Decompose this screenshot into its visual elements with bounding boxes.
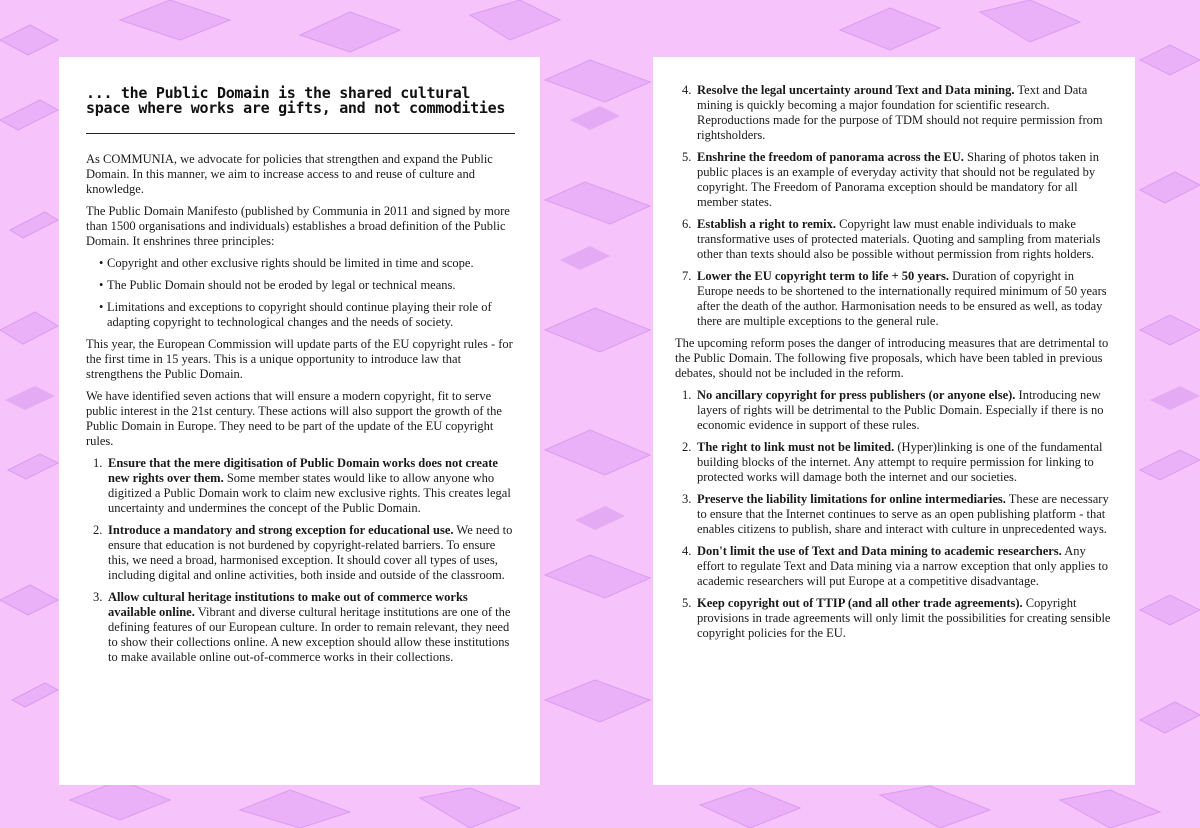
item-heading: Enshrine the freedom of panorama across the EU. (697, 150, 964, 164)
item-number: 2. (93, 523, 103, 537)
item-text: (Hyper)linking is one of the fundamental building blocks of the internet. Any attempt to require permission for linking to protected works will damage both the internet and our societies. (697, 440, 1103, 484)
item-heading: Allow cultural heritage institutions to make out of commerce works available online. (108, 590, 468, 619)
actions-intro-paragraph: We have identified seven actions that will ensure a modern copyright, fit to serve public interest in the 21st century. These actions will also support the growth of the Public Domain in Europe. They need to be part of the update of the EU copyright rules. (86, 389, 502, 448)
list-item (675, 492, 1111, 537)
item-heading: Don't limit the use of Text and Data mining to academic researchers. (697, 544, 1062, 558)
manifesto-paragraph: The Public Domain Manifesto (published by Communia in 2011 and signed by more than 1500 organisations and individuals) establishes a broad definition of the Public Domain. It enshrines three principles: (86, 204, 510, 248)
list-item (675, 83, 1111, 143)
item-text: Vibrant and diverse cultural heritage institutions are one of the defining features of our European culture. In order to remain relevant, they need to show their collections online. A new exception should allow these institutions to make available online out-of-commerce works in their collections. (108, 605, 511, 664)
item-heading: Ensure that the mere digitisation of Public Domain works does not create new rights over them. (108, 456, 498, 485)
list-item (675, 269, 1111, 329)
item-heading: No ancillary copyright for press publishers (or anyone else). (697, 388, 1016, 402)
item-text: Sharing of photos taken in public places is an example of everyday activity that should not be regulated by copyright. The Freedom of Panorama exception should be mandatory for all member states. (697, 150, 1099, 209)
item-text: Any effort to regulate Text and Data mining via a narrow exception that only applies to academic researchers will put Europe at a competitive disadvantage. (697, 544, 1109, 588)
item-text: Text and Data mining is quickly becoming a major foundation for scientific research. Reproductions made for the purpose of TDM should not require permission from rightsholders. (697, 83, 1103, 142)
item-heading: Lower the EU copyright term to life + 50 years. (697, 269, 949, 283)
item-heading: Establish a right to remix. (697, 217, 837, 231)
item-text: Duration of copyright in Europe needs to be shortened to the internationally required minimum of 50 years after the death of the author. Harmonisation needs to be ensured as well, as today there are multiple exceptions to the general rule. (697, 269, 1107, 328)
reform-paragraph: The upcoming reform poses the danger of introducing measures that are detrimental to the Public Domain. The following five proposals, which have been tabled in previous debates, should not be included in the reform. (675, 336, 1109, 380)
right-page (653, 57, 1135, 785)
item-text: Copyright law must enable individuals to make transformative uses of protected materials. Quoting and sampling from materials other than texts should also be possible without permission from rights holders. (697, 217, 1101, 261)
list-item (86, 523, 515, 583)
item-heading: Preserve the liability limitations for online intermediaries. (697, 492, 1006, 506)
list-item (675, 150, 1111, 210)
list-item (675, 544, 1111, 589)
item-number: 3. (682, 492, 692, 506)
item-text: We need to ensure that education is not burdened by copyright-related barriers. To ensure this, we need a broad, harmonised exception. It should cover all types of uses, including digital and online activities, both inside and outside of the classroom. (108, 523, 513, 582)
item-number: 5. (682, 596, 692, 610)
list-item (675, 217, 1111, 262)
list-item (675, 440, 1111, 485)
proposals-list (675, 388, 1111, 641)
item-number: 4. (682, 544, 692, 558)
item-number: 5. (682, 150, 692, 164)
principles-list (86, 256, 515, 330)
item-heading: Keep copyright out of TTIP (and all other trade agreements). (697, 596, 1023, 610)
commission-paragraph: This year, the European Commission will update parts of the EU copyright rules - for the first time in 15 years. This is a unique opportunity to introduce law that strengthens the Public Domain. (86, 337, 513, 381)
list-item (675, 596, 1111, 641)
actions-list-continued (675, 83, 1111, 329)
item-text: These are necessary to ensure that the Internet continues to serve as an open publishing platform - that enables citizens to publish, share and interact with culture in unprecedented ways. (697, 492, 1109, 536)
actions-list (86, 456, 515, 665)
list-item: • Copyright and other exclusive rights should be limited in time and scope. (99, 256, 515, 271)
list-item: • The Public Domain should not be eroded by legal or technical means. (99, 278, 515, 293)
item-heading: The right to link must not be limited. (697, 440, 895, 454)
item-number: 7. (682, 269, 692, 283)
item-number: 1. (682, 388, 692, 402)
page-title: ... the Public Domain is the shared cultural space where works are gifts, and not commodities (86, 84, 506, 117)
title-divider (86, 133, 515, 134)
list-item (675, 388, 1111, 433)
item-number: 3. (93, 590, 103, 604)
item-number: 6. (682, 217, 692, 231)
item-text: Introducing new layers of rights will be detrimental to the Public Domain. Especially if there is no economic evidence in support of these rules. (697, 388, 1104, 432)
item-number: 1. (93, 456, 103, 470)
list-item: • Limitations and exceptions to copyright should continue playing their role of adapting copyright to technological changes and the needs of society. (99, 300, 515, 330)
item-number: 2. (682, 440, 692, 454)
item-heading: Introduce a mandatory and strong exception for educational use. (108, 523, 454, 537)
item-text: Copyright provisions in trade agreements will only limit the possibilities for creating sensible copyright policies for the EU. (697, 596, 1111, 640)
item-number: 4. (682, 83, 692, 97)
list-item (86, 456, 515, 516)
left-page (59, 57, 540, 785)
list-item (86, 590, 515, 665)
intro-paragraph: As COMMUNIA, we advocate for policies that strengthen and expand the Public Domain. In this manner, we aim to increase access to and reuse of culture and knowledge. (86, 152, 493, 196)
item-text: Some member states would like to allow anyone who digitized a Public Domain work to claim new exclusive rights. This creates legal uncertainty and undermines the concept of the Public Domain. (108, 471, 511, 515)
item-heading: Resolve the legal uncertainty around Text and Data mining. (697, 83, 1015, 97)
